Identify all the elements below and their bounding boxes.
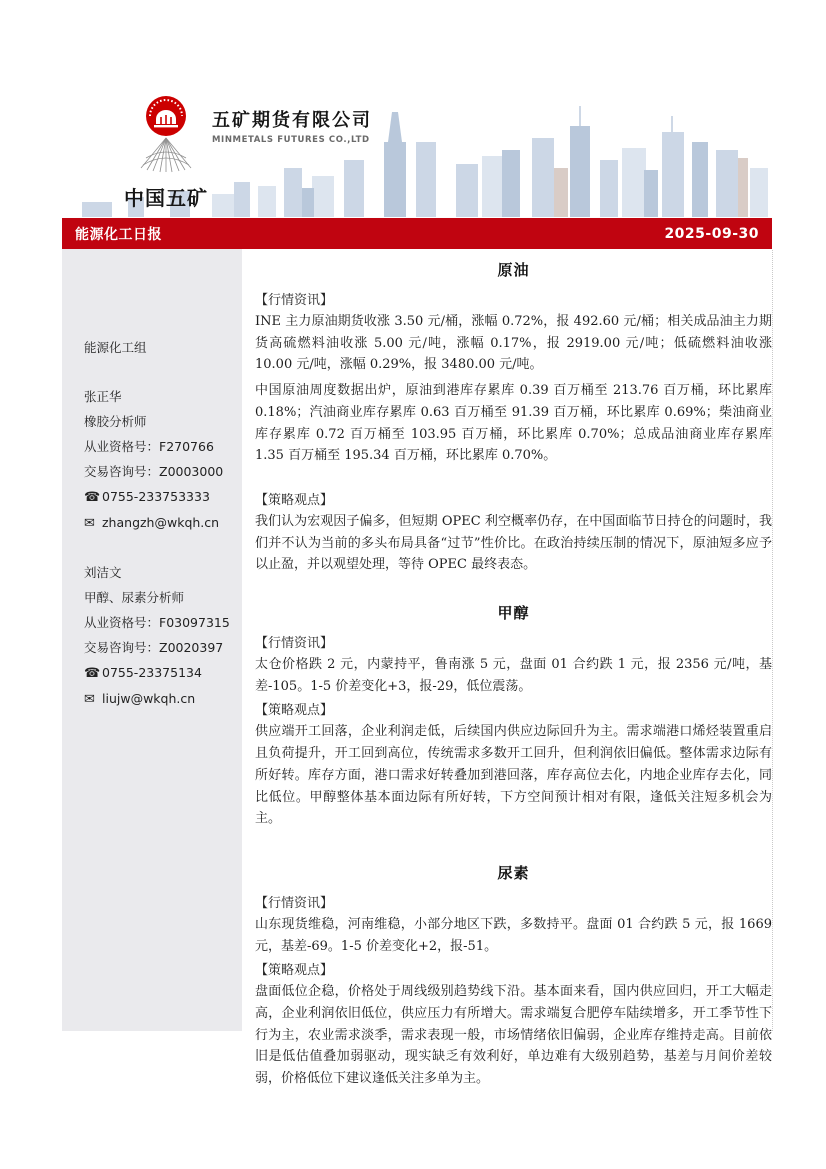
strategy-view-label: 【策略观点】 bbox=[255, 963, 334, 979]
email-icon: ✉ bbox=[84, 692, 95, 707]
company-name-block bbox=[212, 106, 372, 145]
analyst-qualification: 从业资格号：F03097315 bbox=[84, 615, 230, 630]
analyst-phone-line bbox=[84, 484, 234, 510]
analyst-name: 张正华 bbox=[84, 389, 122, 404]
company-name-cn: 五矿期货有限公司 bbox=[212, 110, 372, 131]
market-info-paragraph: 山东现货维稳，河南维稳，小部分地区下跌，多数持平。盘面 01 合约跌 5 元，报 1669 元，基差-69。1-5 价差变化+2，报-51。 bbox=[255, 916, 772, 954]
analyst-phone-line bbox=[84, 660, 234, 686]
market-info-label: 【行情资讯】 bbox=[255, 293, 334, 308]
company-name-en: MINMETALS FUTURES CO.,LTD bbox=[212, 135, 370, 145]
analyst-email: zhangzh@wkqh.cn bbox=[102, 515, 220, 530]
analyst-email-line bbox=[84, 686, 234, 712]
market-info-paragraph: 太仓价格跌 2 元，内蒙持平，鲁南涨 5 元，盘面 01 合约跌 1 元，报 2356 元/吨，基差-105。1-5 价差变化+3，报-29，低位震荡。 bbox=[255, 657, 772, 694]
strategy-view-paragraph: 盘面低位企稳，价格处于周线级别趋势线下沿。基本面来看，国内供应回归，开工大幅走高，企业利润依旧低位，供应压力有所增大。需求端复合肥停车陆续增多，开工季节性下行为主，农业需求淡季，需求表现一般，市场情绪依旧偏弱，企业库存维持走高。目前依旧是低估值叠加弱驱动，现实缺乏有效利好，单边难有大级别趋势，基差与月间价差较弱，价格低位下建议逢低关注多单为主。 bbox=[255, 984, 772, 1087]
phone-icon: ☎ bbox=[84, 666, 101, 681]
content-right-border bbox=[772, 250, 773, 1031]
phone-icon: ☎ bbox=[84, 490, 101, 505]
section-title: 尿素 bbox=[497, 863, 530, 882]
report-body bbox=[255, 252, 772, 1092]
analyst-advisory: 交易咨询号：Z0003000 bbox=[84, 464, 224, 479]
company-logo bbox=[110, 94, 222, 211]
report-title: 能源化工日报 bbox=[75, 226, 162, 243]
section-crude-oil bbox=[255, 259, 772, 576]
market-info-label: 【行情资讯】 bbox=[255, 895, 334, 911]
analyst-name: 刘洁文 bbox=[84, 565, 122, 580]
analyst-card bbox=[84, 384, 234, 536]
minmetals-emblem-icon bbox=[134, 94, 198, 176]
analyst-phone: 0755-233753333 bbox=[102, 489, 210, 504]
section-urea bbox=[255, 862, 772, 1090]
team-name: 能源化工组 bbox=[84, 340, 147, 355]
analyst-role: 甲醇、尿素分析师 bbox=[84, 590, 185, 605]
strategy-view-paragraph: 我们认为宏观因子偏多，但短期 OPEC 利空概率仍存，在中国面临节日持仓的问题时，我们并不认为当前的多头布局具备“过节”性价比。在政治持续压制的情况下，原油短多应予以止盈，并以观望处理，等待 OPEC 最终表态。 bbox=[255, 513, 772, 573]
analyst-email: liujw@wkqh.cn bbox=[102, 691, 196, 706]
section-title: 甲醇 bbox=[497, 604, 530, 623]
analyst-role: 橡胶分析师 bbox=[84, 414, 147, 429]
strategy-view-label: 【策略观点】 bbox=[255, 492, 334, 508]
analyst-advisory: 交易咨询号：Z0020397 bbox=[84, 640, 224, 655]
market-info-paragraph: INE 主力原油期货收涨 3.50 元/桶，涨幅 0.72%，报 492.60 元/桶；相关成品油主力期货高硫燃料油收涨 5.00 元/吨，涨幅 0.17%，报 2919.00 元/吨；低硫燃料油收涨 10.00 元/吨，涨幅 0.29%，报 3480.00 元/吨。 bbox=[255, 314, 772, 373]
strategy-view-paragraph: 供应端开工回落，企业利润走低，后续国内供应边际回升为主。需求端港口烯烃装置重启且负荷提升，开工回到高位，传统需求多数开工回升，但利润依旧偏低。整体需求边际有所好转。库存方面，港口需求好转叠加到港回落，库存高位去化，内地企业库存去化，同比低位。甲醇整体基本面边际有所好转，下方空间预计相对有限，逢低关注短多机会为主。 bbox=[255, 724, 772, 827]
analyst-sidebar bbox=[62, 249, 242, 1031]
analyst-card bbox=[84, 560, 234, 712]
email-icon: ✉ bbox=[84, 516, 95, 531]
section-title: 原油 bbox=[497, 261, 530, 279]
section-methanol bbox=[255, 602, 772, 830]
market-info-paragraph: 中国原油周度数据出炉，原油到港库存累库 0.39 百万桶至 213.76 百万桶，环比累库 0.18%；汽油商业库存累库 0.63 百万桶至 91.39 百万桶，环比累库 0.69%；柴油商业库存累库 0.72 百万桶至 103.95 百万桶，环比累库 0.70%；总成品油商业库存累库 1.35 百万桶至 195.34 百万桶，环比累库 0.70%。 bbox=[255, 383, 772, 464]
analyst-qualification: 从业资格号：F270766 bbox=[84, 439, 214, 454]
report-banner bbox=[62, 218, 772, 249]
analyst-email-line bbox=[84, 510, 234, 536]
report-date: 2025-09-30 bbox=[664, 225, 759, 242]
market-info-label: 【行情资讯】 bbox=[255, 636, 334, 652]
analyst-phone: 0755-23375134 bbox=[102, 665, 202, 680]
strategy-view-label: 【策略观点】 bbox=[255, 703, 334, 719]
logo-text: 中国五矿 bbox=[124, 186, 208, 210]
